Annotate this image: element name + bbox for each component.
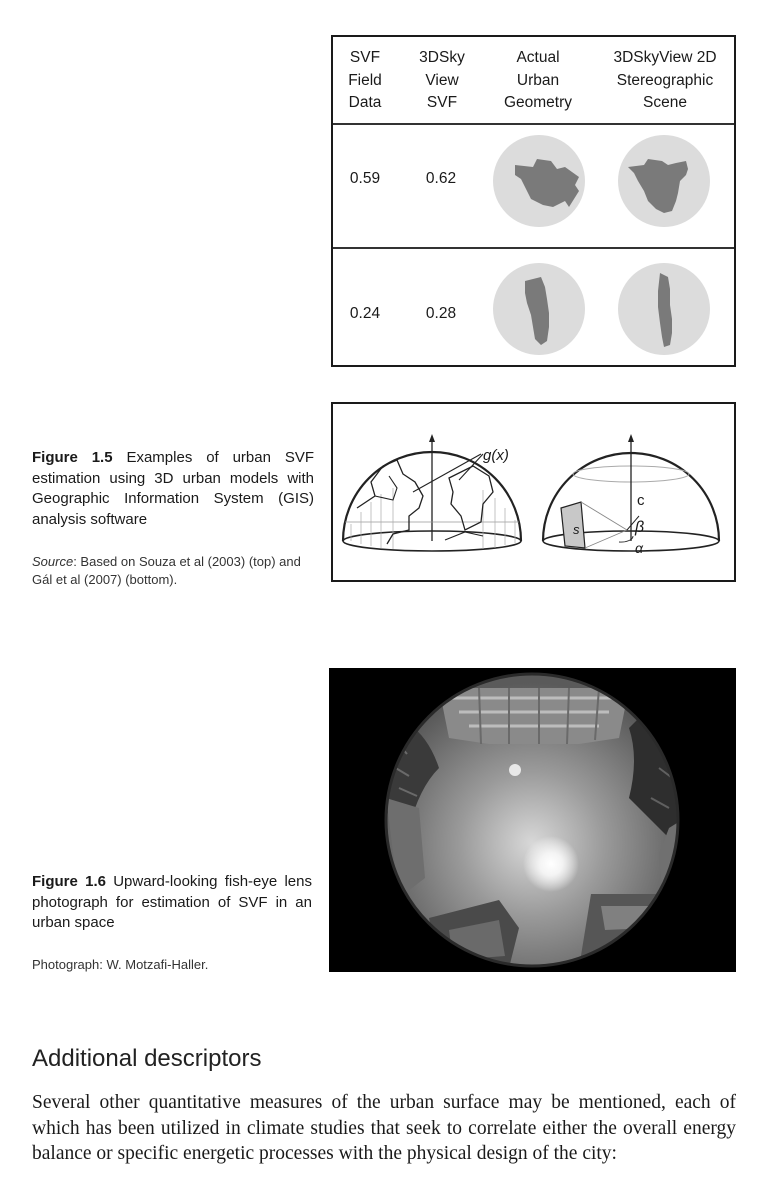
row1-skyview-svf-value: 0.62 bbox=[425, 170, 457, 187]
row1-stereo-sky-shape bbox=[618, 135, 710, 227]
section-heading: Additional descriptors bbox=[32, 1045, 262, 1072]
dome-diagram-graphic bbox=[333, 404, 734, 580]
header-3dskyview-svf: 3DSky View SVF bbox=[419, 49, 465, 111]
figure-1-5-label: Figure 1.5 bbox=[32, 449, 113, 466]
svf-comparison-table bbox=[331, 35, 736, 367]
figure-1-5-source-label: Source bbox=[32, 554, 74, 569]
fisheye-photo-rendering bbox=[329, 668, 736, 972]
right-dome bbox=[543, 434, 719, 551]
figure-1-6-caption bbox=[32, 872, 312, 934]
header-svf-field-data: SVF Field Data bbox=[348, 49, 382, 111]
label-alpha: α bbox=[635, 540, 643, 556]
sky-dome-diagram bbox=[331, 402, 736, 582]
figure-1-6-credit-label: Photograph bbox=[32, 957, 100, 972]
figure-1-5-source-text: : Based on Souza et al (2003) (top) and Gál et al (2007) (bottom). bbox=[32, 554, 301, 587]
body-paragraph: Several other quantitative measures of the urban surface may be mentioned, each of which has been utilized in climate studies that seek to correlate either the overall energy balance or specific energetic processes with the physical design of the city: bbox=[32, 1092, 736, 1164]
table-header-divider bbox=[333, 123, 734, 125]
fisheye-photograph bbox=[329, 668, 736, 972]
figure-1-6-credit-text: : W. Motzafi-Haller. bbox=[99, 957, 209, 972]
label-c: c bbox=[637, 492, 645, 509]
row2-stereo-sky-shape bbox=[618, 263, 710, 355]
row2-skyview-svf-value: 0.28 bbox=[425, 305, 457, 322]
row1-actual-geometry-disc bbox=[493, 135, 585, 227]
figure-1-6-credit bbox=[32, 956, 316, 974]
figure-1-6-caption-text: Upward-looking fish-eye lens photograph for estimation of SVF in an urban space bbox=[32, 873, 312, 931]
header-actual-urban-geometry: Actual Urban Geometry bbox=[503, 49, 573, 111]
figure-1-5-caption bbox=[32, 448, 314, 530]
row1-actual-sky-shape bbox=[493, 135, 585, 227]
table-row-divider bbox=[333, 247, 734, 249]
header-stereographic-scene: 3DSkyView 2D Stereographic Scene bbox=[613, 49, 717, 111]
row1-svf-field-value: 0.59 bbox=[349, 170, 381, 187]
label-gx: g(x) bbox=[483, 447, 509, 464]
figure-1-5-source bbox=[32, 553, 316, 589]
label-beta: β bbox=[635, 519, 645, 536]
label-s: s bbox=[573, 522, 580, 537]
row2-stereographic-disc bbox=[618, 263, 710, 355]
row2-actual-geometry-disc bbox=[493, 263, 585, 355]
gx-pointer-lines bbox=[413, 454, 483, 492]
row2-svf-field-value: 0.24 bbox=[349, 305, 381, 322]
row2-actual-sky-shape bbox=[493, 263, 585, 355]
row1-stereographic-disc bbox=[618, 135, 710, 227]
figure-1-5-caption-text: Examples of urban SVF estimation using 3D urban models with Geographic Information System (GIS) analysis software bbox=[32, 449, 315, 528]
figure-1-6-label: Figure 1.6 bbox=[32, 873, 106, 890]
